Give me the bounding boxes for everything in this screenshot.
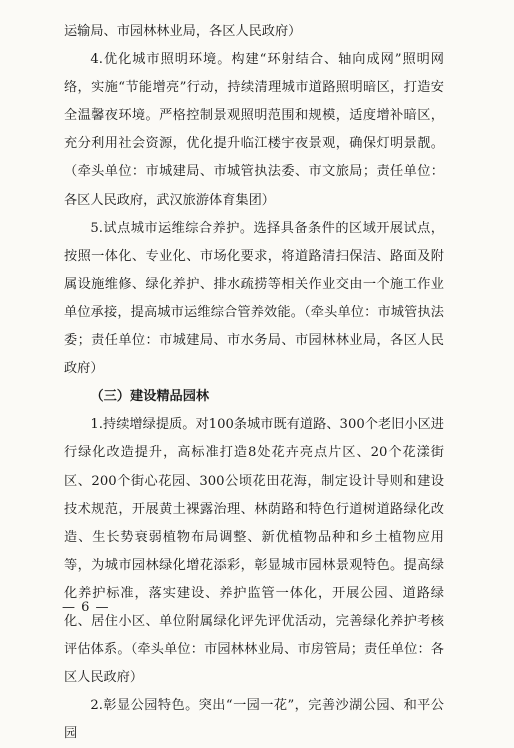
paragraph-parks: 2.彰显公园特色。突出“一园一花”，完善沙湖公园、和平公园 [64, 698, 444, 742]
paragraph-greening: 1.持续增绿提质。对100条城市既有道路、300个老旧小区进行绿化改造提升，高标准打造8处花卉亮点片区、20个花漾街区、200个街心花园、300公顷花田花海，制定设计导则和建设技术规范，开展黄土裸露治理、林荫路和特色行道树道路绿化改造、生长势衰弱植物布局调整、新优植物品种和乡土植物应用等，为城市园林绿化增花添彩，彰显城市园林景观特色。提高绿化养护标准，落实建设、养护监管一体化，开展公园、道路绿化、居住小区、单位附属绿化评先评优活动，完善绿化养护考核评估体系。（牵头单位：市园林林业局、市房管局；责任单位：各区人民政府） [64, 417, 444, 686]
paragraph-continuation: 运输局、市园林林业局，各区人民政府） [64, 24, 302, 39]
body-text [64, 18, 444, 748]
page-number: — 6 — [62, 600, 110, 615]
paragraph-lighting: 4.优化城市照明环境。构建“环射结合、轴向成网”照明网络，实施“节能增亮”行动，持续清理城市道路照明暗区，打造安全温馨夜环境。严格控制景观照明范围和规模，适度增补暗区，充分利用社会资源，优化提升临江楼宇夜景观，确保灯明景靓。（牵头单位：市城建局、市城管执法委、市文旅局；责任单位：各区人民政府，武汉旅游体育集团） [64, 52, 444, 208]
section-heading: （三）建设精品园林 [90, 389, 210, 405]
paragraph-maintenance: 5.试点城市运维综合养护。选择具备条件的区域开展试点，按照一体化、专业化、市场化要求，将道路清扫保洁、路面及附属设施维修、绿化养护、排水疏捞等相关作业交由一个施工作业单位承接，提高城市运维综合管养效能。（牵头单位：市城管执法委；责任单位：市城建局、市水务局、市园林林业局，各区人民政府） [64, 220, 444, 377]
